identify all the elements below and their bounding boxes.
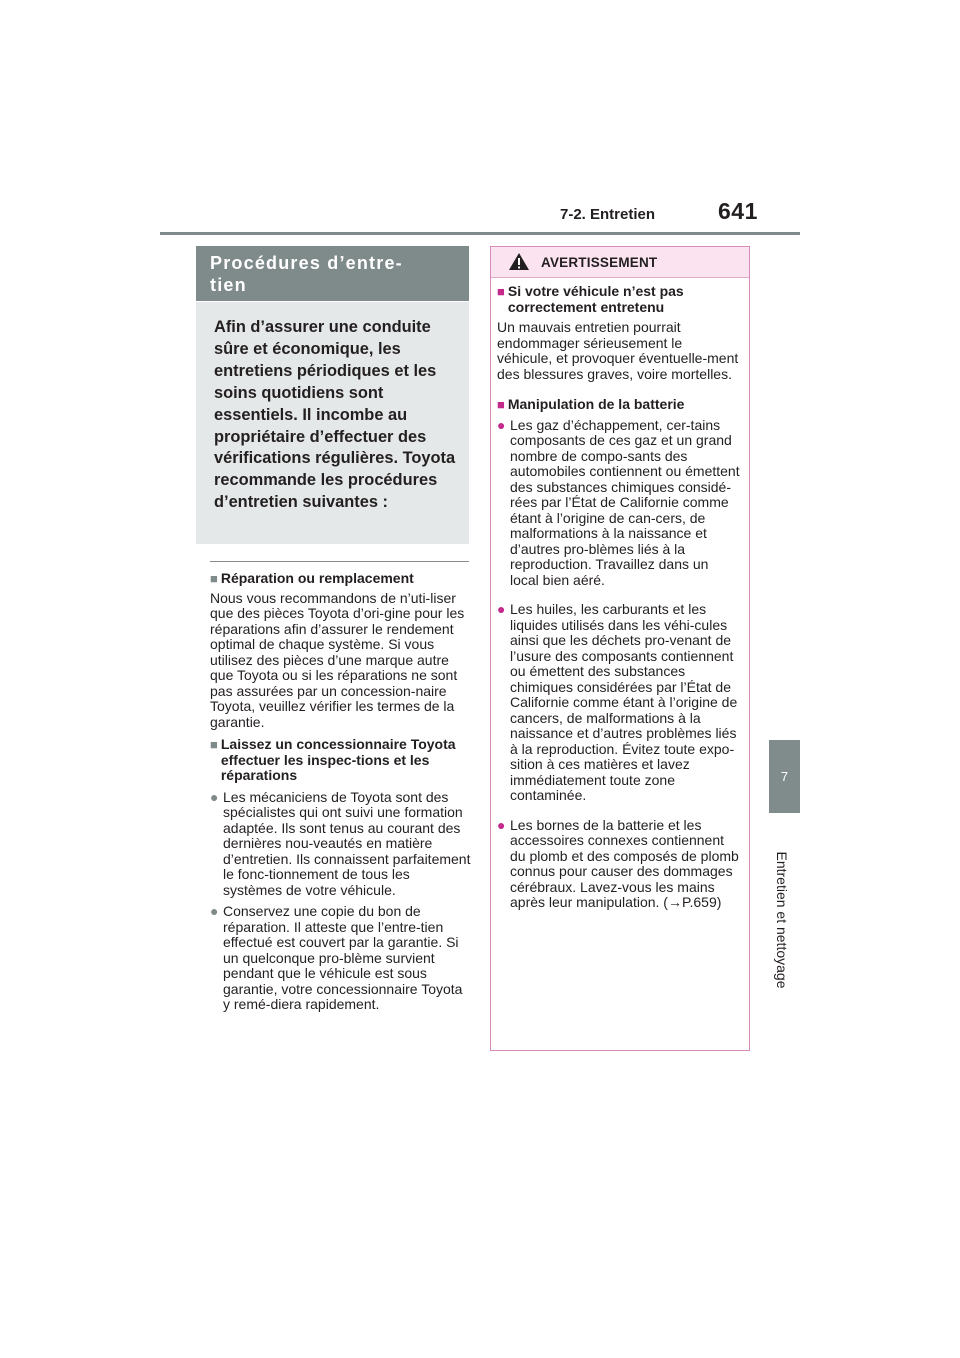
repair-heading-text: Réparation ou remplacement	[220, 570, 414, 586]
square-bullet-icon: ■	[210, 571, 218, 586]
warning-triangle-icon	[508, 252, 530, 271]
list-item-text: Les bornes de la batterie et les accessoires connexes contiennent du plomb et des composés de plomb connus pour causer des dommages cérébraux. Lavez-vous les mains après leur manipulation. (→P.659)	[510, 816, 739, 910]
list-item-text: Les huiles, les carburants et les liquides utilisés dans les véhi-cules ainsi que les déchets pro-venant de l’usure des composants contiennent ou émettent des substances chimiques considérées par l’État de Californie comme étant à l’origine de cancers, de malformations à la naissance et d’autres problèmes liés à la reproduction. Évitez toute expo-sition à ces matières et lavez immédiatement toute zone contaminée.	[510, 601, 738, 803]
section-title-line-2: tien	[210, 275, 247, 295]
round-bullet-icon: ●	[497, 816, 506, 833]
section-title	[196, 246, 469, 301]
warning-box	[490, 246, 750, 1051]
warning-body	[491, 278, 749, 911]
list-item	[497, 602, 740, 804]
list-item	[210, 904, 472, 1013]
warning-header	[491, 247, 749, 278]
chapter-tab-label-text: Entretien et nettoyage	[774, 851, 790, 989]
round-bullet-icon: ●	[210, 788, 219, 805]
repair-heading	[210, 571, 472, 587]
warning-heading-text: Si votre véhicule n’est pas correctement entretenu	[507, 283, 684, 315]
square-bullet-icon: ■	[210, 737, 218, 752]
intro-text: Afin d’assurer une conduite sûre et économique, les entretiens périodiques et les soins quotidiens sont essentiels. Il incombe au propriétaire d’effectuer des vérifications régulières. Toyota recommande les procédures d’entretien suivantes :	[214, 318, 456, 512]
dealer-heading-text: Laissez un concessionnaire Toyota effectuer les inspec-tions et les réparations	[220, 736, 456, 783]
page-number: 641	[718, 198, 758, 224]
list-item-text: Les gaz d’échappement, cer-tains composants de ces gaz et un grand nombre de compo-sants des automobiles contiennent ou émettent des substances chimiques considé-rées par l’État de Californie comme étant à l’origine de can-cers, de malformations à la naissance et d’autres pro-blèmes liés à la reproduction. Travaillez dans un local bien aéré.	[510, 416, 740, 588]
list-item-text: Les mécaniciens de Toyota sont des spécialistes qui ont suivi une formation adaptée. Ils sont tenus au courant des dernières nou-veautés en matière d’entretien. Ils connaissent parfaitement le fonc-tionnement de tous les systèmes de votre véhicule.	[223, 788, 471, 898]
list-item	[497, 818, 740, 911]
repair-paragraph: Nous vous recommandons de n’uti-liser que des pièces Toyota d’ori-gine pour les réparations afin d’assurer le rendement optimal de chaque système. Si vous utilisez des pièces d’une marque autre que Toyota ou si les réparations ne sont pas assurées par un concession-naire Toyota, veuillez vérifier les termes de la garantie.	[210, 589, 465, 730]
intro-box	[196, 302, 469, 544]
warning-paragraph: Un mauvais entretien pourrait endommager sérieusement le véhicule, et provoquer éventuelle-ment des blessures graves, voire mortelles.	[497, 319, 739, 382]
round-bullet-icon: ●	[210, 903, 219, 919]
chapter-tab-number: 7	[769, 740, 800, 813]
section-title-line-1: Procédures d’entre-	[210, 253, 403, 273]
battery-heading	[497, 397, 740, 413]
list-item	[497, 418, 740, 589]
square-bullet-icon: ■	[497, 397, 505, 412]
dealer-heading	[210, 737, 472, 784]
warning-heading	[497, 284, 740, 315]
left-divider	[210, 561, 469, 562]
chapter-tab-label	[746, 820, 818, 1020]
square-bullet-icon: ■	[497, 284, 505, 299]
section-header: 7-2. Entretien	[560, 206, 656, 223]
list-item-text: Conservez une copie du bon de réparation. Il atteste que l’entre-tien effectué est couvert par la garantie. Si un quelconque pro-blème survient pendant que le véhicule est sous garantie, votre concessionnaire Toyota y remé-diera rapidement.	[223, 903, 463, 1012]
list-item	[210, 790, 472, 899]
battery-heading-text: Manipulation de la batterie	[507, 396, 685, 412]
left-column	[210, 565, 472, 1013]
round-bullet-icon: ●	[497, 416, 506, 433]
warning-title: AVERTISSEMENT	[541, 255, 658, 270]
header-rule	[160, 232, 800, 235]
round-bullet-icon: ●	[497, 601, 506, 617]
